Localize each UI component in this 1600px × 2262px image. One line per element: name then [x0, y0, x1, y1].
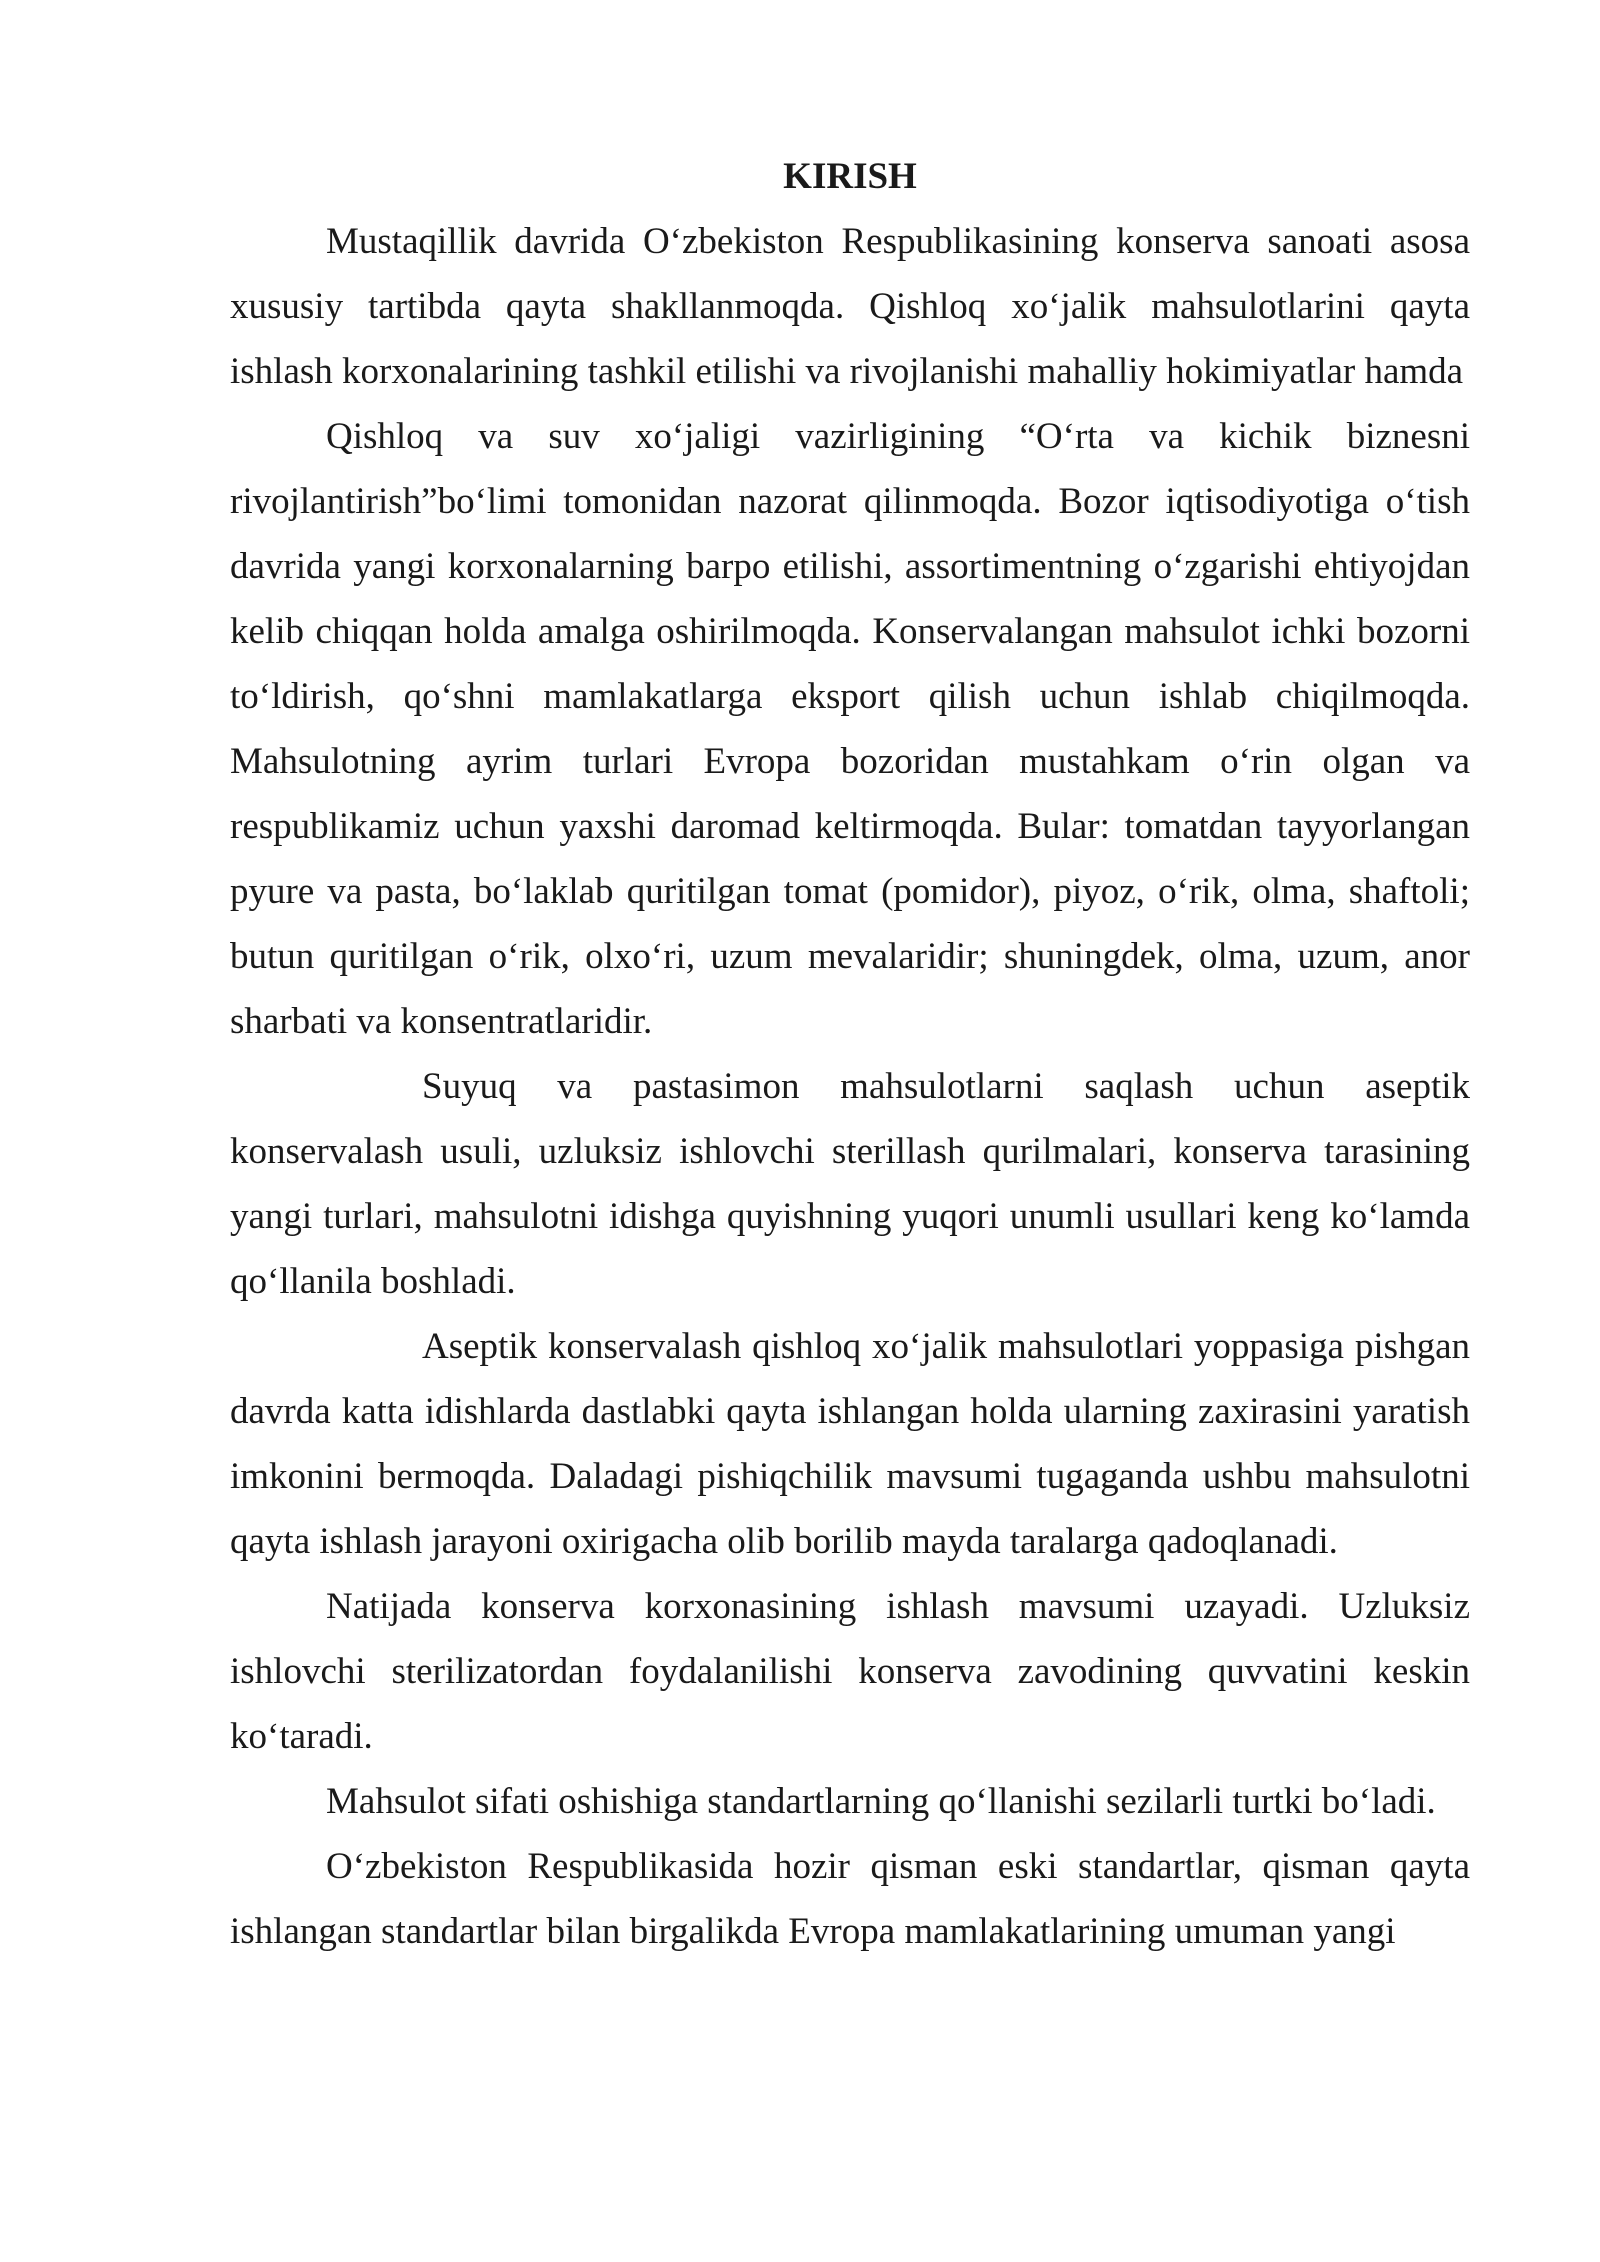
paragraph-1: Mustaqillik davrida Oʻzbekiston Respublikasining konserva sanoati asosa xususiy tartibda qayta shakllanmoqda. Qishloq xoʻjalik mahsulotlarini qayta ishlash korxonalarining tashkil etilishi va rivojlanishi mahalliy hokimiyatlar hamda [230, 221, 1470, 392]
paragraph-2: Qishloq va suv xoʻjaligi vazirligining “Oʻrta va kichik biznesni rivojlantirish”boʻlimi tomonidan nazorat qilinmoqda. Bozor iqtisodiyotiga oʻtish davrida yangi korxonalarning barpo etilishi, assortimentning oʻzgarishi ehtiyojdan kelib chiqqan holda amalga oshirilmoqda. Konservalangan mahsulot ichki bozorni toʻldirish, qoʻshni mamlakatlarga eksport qilish uchun ishlab chiqilmoqda. Mahsulotning ayrim turlari Evropa bozoridan mustahkam oʻrin olgan va respublikamiz uchun yaxshi daromad keltirmoqda. Bular: tomatdan tayyorlangan pyure va pasta, boʻlaklab quritilgan tomat (pomidor), piyoz, oʻrik, olma, shaftoli; butun quritilgan oʻrik, olxoʻri, uzum mevalaridir; shuningdek, olma, uzum, anor sharbati va konsentratlaridir. [230, 416, 1470, 1042]
paragraph-4: Aseptik konservalash qishloq xoʻjalik mahsulotlari yoppasiga pishgan davrda katta idishlarda dastlabki qayta ishlangan holda ularning zaxirasini yaratish imkonini bermoqda. Daladagi pishiqchilik mavsumi tugaganda ushbu mahsulotni qayta ishlash jarayoni oxirigacha olib borilib mayda taralarga qadoqlanadi. [230, 1326, 1470, 1562]
paragraph-6: Mahsulot sifati oshishiga standartlarning qoʻllanishi sezilarli turtki boʻladi. [326, 1781, 1436, 1822]
paragraph-5: Natijada konserva korxonasining ishlash mavsumi uzayadi. Uzluksiz ishlovchi sterilizatordan foydalanilishi konserva zavodining quvvatini keskin koʻtaradi. [230, 1586, 1470, 1757]
paragraph-3: Suyuq va pastasimon mahsulotlarni saqlash uchun aseptik konservalash usuli, uzluksiz ishlovchi sterillash qurilmalari, konserva tarasining yangi turlari, mahsulotni idishga quyishning yuqori unumli usullari keng koʻlamda qoʻllanila boshladi. [230, 1066, 1470, 1302]
paragraph-7: Oʻzbekiston Respublikasida hozir qisman eski standartlar, qisman qayta ishlangan standartlar bilan birgalikda Evropa mamlakatlarining umuman yangi [230, 1846, 1470, 1952]
document-title: KIRISH [783, 156, 917, 197]
document-body [230, 144, 1470, 1964]
